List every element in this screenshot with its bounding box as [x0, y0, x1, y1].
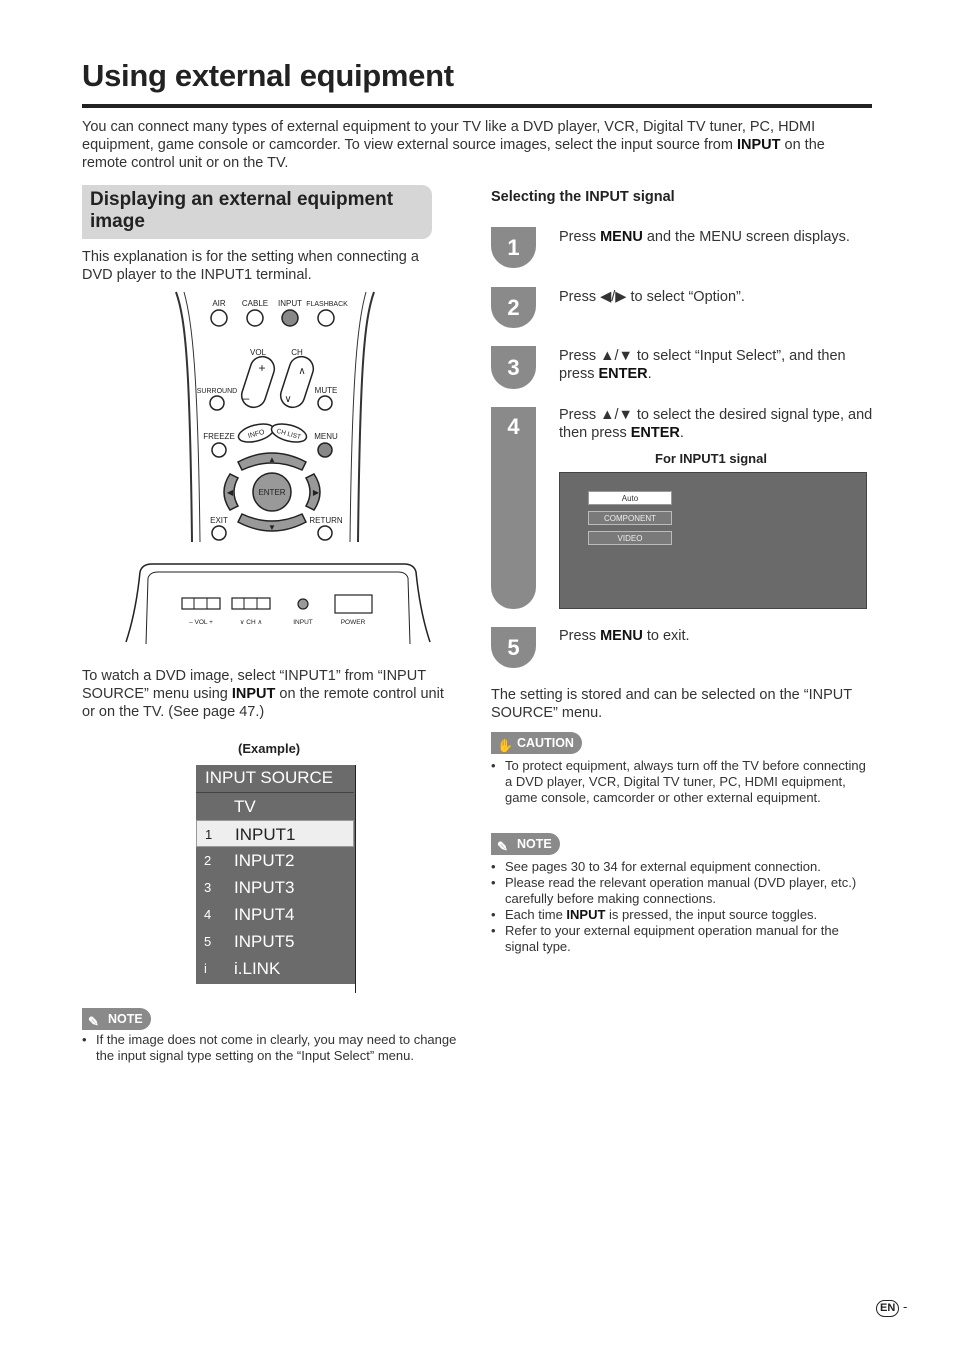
- list-item: • Each time INPUT is pressed, the input source toggles.: [491, 907, 869, 923]
- tv-panel-illustration: [122, 562, 434, 648]
- mute-button[interactable]: [318, 396, 332, 410]
- remote-label-chlist: CH LIST: [275, 427, 302, 442]
- input-icon: 4: [204, 907, 212, 922]
- intro-paragraph: You can connect many types of external equipment to your TV like a DVD player, VCR, Digital TV tuner, PC, HDMI equipment, game console or camcorder. To view external source images, select the input source from INPUT on the remote control unit or on the TV.: [82, 119, 825, 171]
- menu-item-input2[interactable]: [196, 847, 354, 874]
- title-rule: [82, 104, 872, 108]
- tv-power-button[interactable]: [335, 595, 372, 613]
- remote-label-vol: VOL: [249, 348, 267, 357]
- input-source-menu: [196, 765, 356, 984]
- cable-button[interactable]: [247, 310, 263, 326]
- tv-input-button[interactable]: [298, 599, 308, 609]
- hand-icon: ✋: [497, 738, 514, 753]
- menu-item-label: INPUT4: [234, 905, 295, 924]
- note-list-right: [491, 859, 869, 955]
- explanation-text: This explanation is for the setting when connecting a DVD player to the INPUT1 terminal.: [82, 249, 419, 283]
- remote-illustration: [170, 290, 380, 545]
- step-text: Press ▲/▼ to select “Input Select”, and then press ENTER.: [559, 348, 846, 382]
- remote-label-ch: CH: [291, 348, 303, 357]
- menu-item-input1[interactable]: [196, 820, 354, 847]
- menu-item-tv[interactable]: [196, 793, 354, 820]
- note-badge-left: ✎ NOTE: [82, 1008, 151, 1030]
- remote-label-exit: EXIT: [210, 516, 228, 525]
- remote-label-surround: SURROUND: [196, 388, 238, 395]
- language-badge: EN: [876, 1300, 899, 1317]
- signal-select-screen: [559, 472, 867, 609]
- remote-label-freeze: FREEZE: [203, 432, 235, 441]
- remote-label-return: RETURN: [309, 516, 343, 525]
- tv-label-input: INPUT: [293, 619, 313, 626]
- svg-text:–: –: [242, 391, 250, 405]
- tv-vol-button[interactable]: [182, 598, 220, 609]
- input-icon: i: [204, 961, 207, 976]
- remote-label-cable: CABLE: [241, 299, 269, 308]
- svg-text:∨: ∨: [284, 394, 292, 405]
- remote-label-info: INFO: [247, 428, 266, 440]
- flashback-button[interactable]: [318, 310, 334, 326]
- remote-label-input: INPUT: [278, 299, 302, 308]
- selecting-heading: Selecting the INPUT signal: [491, 189, 675, 205]
- remote-label-menu: MENU: [314, 432, 338, 441]
- example-label: (Example): [238, 741, 301, 756]
- stored-text: The setting is stored and can be selected on the “INPUT SOURCE” menu.: [491, 687, 852, 721]
- list-item: • To protect equipment, always turn off the TV before connecting a DVD player, VCR, Digital TV tuner, PC, HDMI equipment, game console, camcorder or other external equipment.: [491, 758, 869, 806]
- pencil-icon: ✎: [88, 1014, 99, 1029]
- input-icon: 5: [204, 934, 212, 949]
- step-text: Press ◀/▶ to select “Option”.: [559, 289, 745, 305]
- section-heading: Displaying an external equipment image: [82, 185, 432, 239]
- menu-item-label: INPUT1: [235, 825, 296, 844]
- svg-text:▲: ▲: [268, 455, 276, 464]
- step-number: 5: [491, 627, 536, 668]
- remote-input-button[interactable]: [282, 310, 298, 326]
- note-list-left: [82, 1032, 457, 1064]
- remote-label-flashback: FLASHBACK: [306, 301, 348, 308]
- remote-label-air: AIR: [212, 299, 226, 308]
- caution-list: [491, 758, 869, 806]
- signal-option-component[interactable]: COMPONENT: [588, 511, 672, 525]
- menu-item-ilink[interactable]: [196, 955, 354, 982]
- tv-label-ch: ∨ CH ∧: [239, 619, 263, 626]
- step-text: Press MENU and the MENU screen displays.: [559, 229, 850, 245]
- input-icon: 3: [204, 880, 212, 895]
- menu-item-label: INPUT2: [234, 851, 295, 870]
- step-text: Press MENU to exit.: [559, 628, 690, 644]
- menu-item-input3[interactable]: [196, 874, 354, 901]
- tv-ch-button[interactable]: [232, 598, 270, 609]
- list-item: • Please read the relevant operation manual (DVD player, etc.) carefully before making connections.: [491, 875, 869, 907]
- input-source-header: INPUT SOURCE: [196, 765, 354, 793]
- svg-text:▶: ▶: [312, 488, 320, 497]
- signal-option-auto[interactable]: Auto: [588, 491, 672, 505]
- step-number: 4: [491, 407, 536, 609]
- tv-label-power: POWER: [340, 619, 366, 626]
- surround-button[interactable]: [210, 396, 224, 410]
- menu-item-label: INPUT5: [234, 932, 295, 951]
- remote-label-enter: ENTER: [258, 488, 286, 497]
- svg-text:∧: ∧: [298, 366, 306, 377]
- step-text: Press ▲/▼ to select the desired signal type, and then press ENTER.: [559, 407, 873, 441]
- menu-item-label: TV: [234, 797, 256, 816]
- tv-label-vol: – VOL +: [189, 619, 213, 626]
- step-number: 2: [491, 287, 536, 328]
- list-item: • Refer to your external equipment operation manual for the signal type.: [491, 923, 869, 955]
- menu-item-label: i.LINK: [234, 959, 281, 978]
- remote-label-mute: MUTE: [314, 386, 338, 395]
- svg-text:+: +: [258, 361, 266, 375]
- exit-button[interactable]: [212, 526, 226, 540]
- step-number: 1: [491, 227, 536, 268]
- menu-item-label: INPUT3: [234, 878, 295, 897]
- menu-button[interactable]: [318, 443, 332, 457]
- list-item: • See pages 30 to 34 for external equipment connection.: [491, 859, 869, 875]
- watch-paragraph: To watch a DVD image, select “INPUT1” from “INPUT SOURCE” menu using INPUT on the remote control unit or on the TV. (See page 47.): [82, 668, 444, 720]
- signal-option-video[interactable]: VIDEO: [588, 531, 672, 545]
- caution-badge: ✋ CAUTION: [491, 732, 582, 754]
- air-button[interactable]: [211, 310, 227, 326]
- menu-item-input4[interactable]: [196, 901, 354, 928]
- list-item: • If the image does not come in clearly, you may need to change the input signal type setting on the “Input Select” menu.: [82, 1032, 457, 1064]
- step-number: 3: [491, 346, 536, 389]
- signal-caption: For INPUT1 signal: [655, 451, 767, 466]
- note-badge-right: ✎ NOTE: [491, 833, 560, 855]
- freeze-button[interactable]: [212, 443, 226, 457]
- pencil-icon: ✎: [497, 839, 508, 854]
- page-dash: -: [903, 1299, 908, 1314]
- input-icon: 1: [205, 827, 213, 842]
- return-button[interactable]: [318, 526, 332, 540]
- page-title: Using external equipment: [82, 58, 454, 93]
- input-icon: 2: [204, 853, 212, 868]
- menu-edge-line: [355, 765, 356, 993]
- menu-item-input5[interactable]: [196, 928, 354, 955]
- svg-text:▼: ▼: [268, 523, 276, 532]
- svg-text:◀: ◀: [226, 488, 234, 497]
